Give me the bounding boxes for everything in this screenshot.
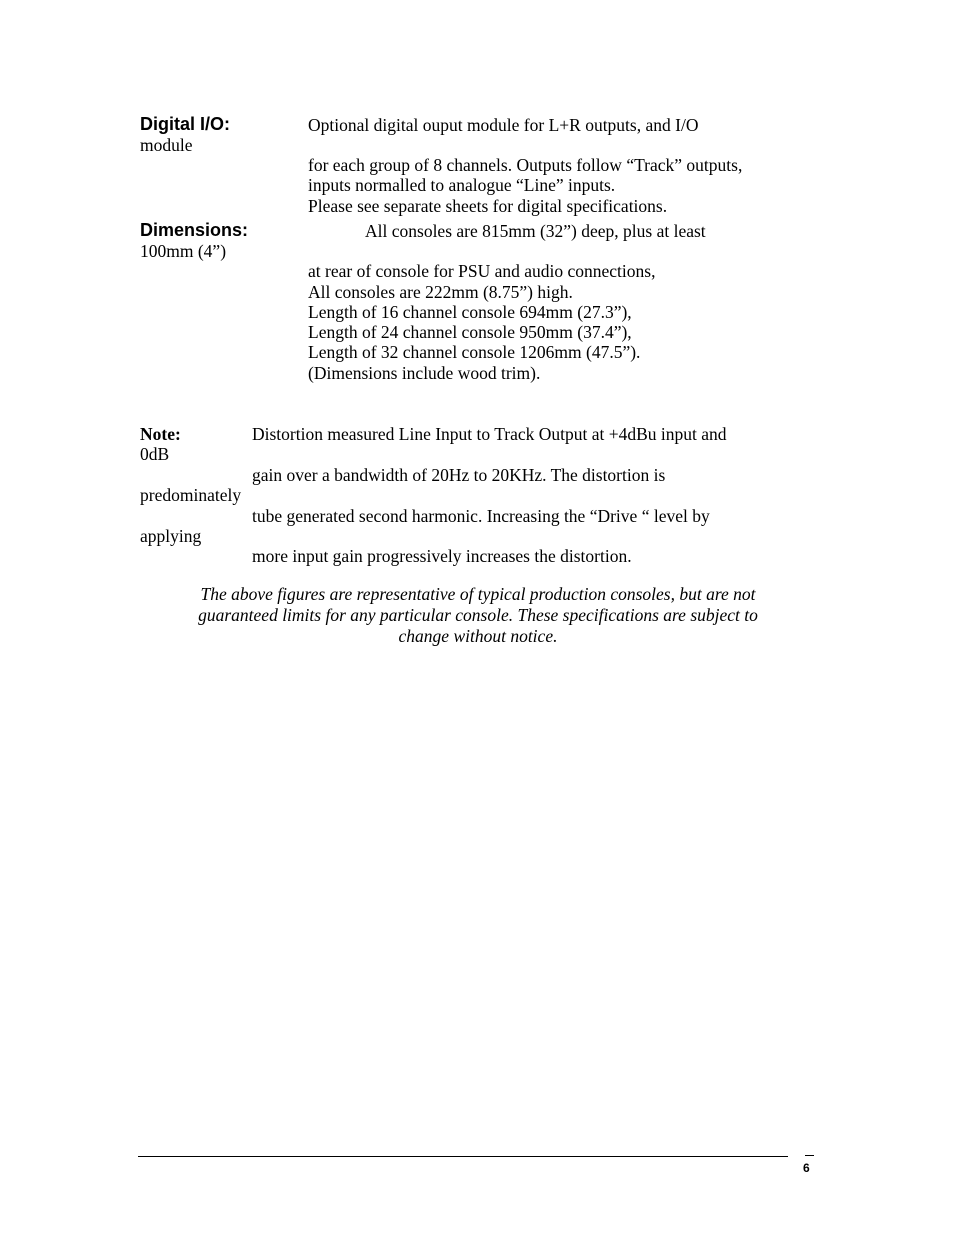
digital-io-line-1: Optional digital ouput module for L+R outputs, and I/O [308, 115, 699, 135]
dimensions-line-3: All consoles are 222mm (8.75”) high. [308, 282, 573, 302]
dimensions-line-7: (Dimensions include wood trim). [308, 363, 541, 383]
dimensions-line-4: Length of 16 channel console 694mm (27.3”), [308, 302, 632, 322]
note-wrap-3: applying [140, 526, 202, 546]
dimensions-line-6: Length of 32 channel console 1206mm (47.5”). [308, 342, 641, 362]
disclaimer-line-3: change without notice. [398, 626, 558, 646]
digital-io-heading: Digital I/O: [140, 114, 230, 134]
note-line-1: Distortion measured Line Input to Track Output at +4dBu input and [252, 424, 727, 444]
disclaimer [140, 584, 816, 647]
digital-io-line-2: for each group of 8 channels. Outputs follow “Track” outputs, [308, 155, 743, 175]
note-wrap-1: 0dB [140, 444, 170, 464]
note-line-4: more input gain progressively increases the distortion. [252, 546, 632, 566]
footer-rule [138, 1156, 788, 1157]
page-number: 6 [803, 1161, 810, 1175]
disclaimer-line-1: The above figures are representative of typical production consoles, but are not [200, 584, 756, 604]
note-line-3: tube generated second harmonic. Increasing the “Drive “ level by [252, 506, 710, 526]
dimensions-line-2: at rear of console for PSU and audio connections, [308, 261, 656, 281]
note-wrap-2: predominately [140, 485, 242, 505]
dimensions-overflow: 100mm (4”) [140, 241, 227, 261]
digital-io-line-4: Please see separate sheets for digital specifications. [308, 196, 668, 216]
dimensions-line-5: Length of 24 channel console 950mm (37.4”), [308, 322, 632, 342]
digital-io-overflow: module [140, 135, 193, 155]
note-label: Note: [140, 424, 181, 444]
dimensions-heading: Dimensions: [140, 220, 249, 240]
disclaimer-line-2: guaranteed limits for any particular console. These specifications are subject to [198, 605, 758, 625]
digital-io-line-3: inputs normalled to analogue “Line” inputs. [308, 175, 616, 195]
page-number-dash [805, 1155, 814, 1156]
note-line-2: gain over a bandwidth of 20Hz to 20KHz. The distortion is [252, 465, 666, 485]
dimensions-line-1: All consoles are 815mm (32”) deep, plus at least [365, 221, 706, 241]
